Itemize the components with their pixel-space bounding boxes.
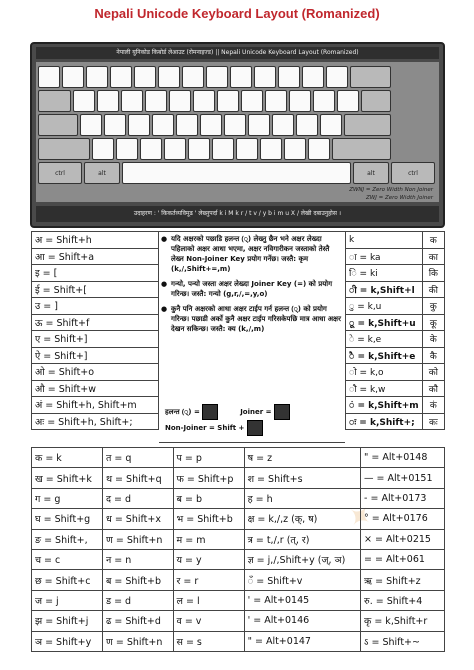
consonant-cell: फ = Shift+p xyxy=(173,468,244,488)
consonant-cell: " = Alt+0148 xyxy=(361,448,445,468)
matra-cell: ो = k,o xyxy=(346,364,423,381)
consonant-cell: ज्ञ = j,/,Shift+y (ज्‌, ञ) xyxy=(244,549,360,569)
vowel-cell: औ = Shift+w xyxy=(32,380,159,397)
table-row xyxy=(346,232,445,249)
alt-right-key: alt xyxy=(353,162,389,184)
key xyxy=(182,66,204,88)
zwj-note: ZWJ = Zero Width Joiner xyxy=(366,195,433,201)
vowel-cell: ओ = Shift+o xyxy=(32,364,159,381)
consonant-cell: ञ = Shift+y xyxy=(32,631,103,651)
key xyxy=(289,90,311,112)
key xyxy=(86,66,108,88)
key xyxy=(284,138,306,160)
matra-cell: कु xyxy=(422,298,444,315)
key xyxy=(313,90,335,112)
key xyxy=(134,66,156,88)
instruction-nonjoiner: ● यदि अक्षरको पछाडि हलन्त (्) लेख्नु छैन भने अक्षर लेख्दा पहिलाको अक्षर आधा भएमा, अक्षर नविगारीकन जस्ताको तेस्तै लेख्न Non-Joiner Key प्रयोग गर्नेछ। जस्तै: कृम (k,/,Shift+=,m) xyxy=(159,232,345,277)
consonant-cell: द = d xyxy=(102,488,173,508)
key xyxy=(152,114,174,136)
consonant-cell: ' = Alt+0145 xyxy=(244,590,360,610)
consonant-table xyxy=(31,447,445,652)
key xyxy=(164,138,186,160)
table-row xyxy=(32,397,159,414)
matra-cell: कै xyxy=(422,347,444,364)
table-row xyxy=(32,448,445,468)
consonant-cell: छ = Shift+c xyxy=(32,570,103,590)
key xyxy=(62,66,84,88)
table-row xyxy=(32,347,159,364)
matra-cell: क xyxy=(422,232,444,249)
key-row-1 xyxy=(38,66,391,88)
key xyxy=(326,66,348,88)
zero-width-legend xyxy=(349,186,433,202)
matra-cell: ा = ka xyxy=(346,248,423,265)
key xyxy=(254,66,276,88)
consonant-cell: ज = j xyxy=(32,590,103,610)
matra-table xyxy=(345,231,445,430)
table-row xyxy=(346,281,445,298)
consonant-cell: = = Alt+061 xyxy=(361,549,445,569)
key-legend xyxy=(165,404,290,436)
table-row xyxy=(32,488,445,508)
vowel-cell: ऐ = Shift+] xyxy=(32,347,159,364)
consonant-cell: प = p xyxy=(173,448,244,468)
key xyxy=(308,138,330,160)
matra-cell: ः = k,Shift+; xyxy=(346,413,423,430)
key xyxy=(302,66,324,88)
table-row xyxy=(32,529,445,549)
table-row xyxy=(32,248,159,265)
ctrl-right-key: ctrl xyxy=(391,162,435,184)
enter-key-lower xyxy=(344,114,391,136)
consonant-cell: घ = Shift+g xyxy=(32,509,103,529)
instruction-joiner: ● गन्यो, पन्यो जस्ता अक्षर लेख्दा Joiner Key (=) को प्रयोग गरिन्छ। जस्तै: गन्यो (g,r,/,=,y,o) xyxy=(159,277,345,302)
table-row xyxy=(346,413,445,430)
table-row xyxy=(32,281,159,298)
alt-left-key: alt xyxy=(84,162,120,184)
consonant-cell: ड = d xyxy=(102,590,173,610)
keyboard-keys xyxy=(36,62,439,202)
consonant-cell: ° = Alt+0176 xyxy=(361,509,445,529)
consonant-cell: य = y xyxy=(173,549,244,569)
table-row xyxy=(32,331,159,348)
matra-cell: ू = k,Shift+u xyxy=(346,314,423,331)
consonant-cell: स = s xyxy=(173,631,244,651)
consonant-cell: ण = Shift+n xyxy=(102,631,173,651)
consonant-cell: ' = Alt+0146 xyxy=(244,611,360,631)
key-row-4 xyxy=(38,138,391,160)
joiner-key-icon xyxy=(274,404,290,420)
key xyxy=(212,138,234,160)
consonant-cell: थ = Shift+q xyxy=(102,468,173,488)
consonant-cell: भ = Shift+b xyxy=(173,509,244,529)
table-row xyxy=(32,298,159,315)
key xyxy=(296,114,318,136)
consonant-cell: ङ = Shift+, xyxy=(32,529,103,549)
table-row xyxy=(346,380,445,397)
vowel-cell: ए = Shift+] xyxy=(32,331,159,348)
vowel-cell: अः = Shift+h, Shift+; xyxy=(32,413,159,430)
consonant-cell: क = k xyxy=(32,448,103,468)
halant-key-icon xyxy=(202,404,218,420)
matra-cell: कि xyxy=(422,265,444,282)
table-row xyxy=(32,380,159,397)
key xyxy=(320,114,342,136)
key xyxy=(73,90,95,112)
table-row xyxy=(32,570,445,590)
matra-cell: ं = k,Shift+m xyxy=(346,397,423,414)
ctrl-left-key: ctrl xyxy=(38,162,82,184)
consonant-cell: र = r xyxy=(173,570,244,590)
key xyxy=(200,114,222,136)
table-row xyxy=(32,468,445,488)
vowel-cell: इ = [ xyxy=(32,265,159,282)
consonant-cell: व = v xyxy=(173,611,244,631)
table-row xyxy=(346,298,445,315)
vowel-cell: उ = ] xyxy=(32,298,159,315)
key-row-5 xyxy=(38,162,435,184)
nonjoiner-key-icon xyxy=(247,420,263,436)
key xyxy=(80,114,102,136)
backspace-key xyxy=(350,66,391,88)
consonant-cell: ढ = Shift+d xyxy=(102,611,173,631)
consonant-cell: क्ष = k,/,z (क्‌, ष) xyxy=(244,509,360,529)
consonant-cell: श = Shift+s xyxy=(244,468,360,488)
key xyxy=(38,66,60,88)
key-row-3 xyxy=(38,114,391,136)
key xyxy=(272,114,294,136)
matra-cell: की xyxy=(422,281,444,298)
watermark: ✦ xyxy=(339,496,383,538)
table-row xyxy=(32,549,445,569)
matra-cell: ौ = k,w xyxy=(346,380,423,397)
key xyxy=(110,66,132,88)
consonant-cell: — = Alt+0151 xyxy=(361,468,445,488)
key xyxy=(278,66,300,88)
keyboard-header: नेपाली युनिकोड किबोर्ड लेआउट (रोमनाइज्ड) || Nepali Unicode Keyboard Layout (Romanized) xyxy=(36,47,439,59)
matra-cell: को xyxy=(422,364,444,381)
key xyxy=(104,114,126,136)
key xyxy=(158,66,180,88)
table-row xyxy=(32,265,159,282)
consonant-cell: ष = z xyxy=(244,448,360,468)
table-row xyxy=(346,397,445,414)
key-row-2 xyxy=(38,90,391,112)
consonant-cell: ब = b xyxy=(173,488,244,508)
halant-label: हलन्त (्) = xyxy=(165,408,200,416)
enter-key xyxy=(361,90,391,112)
key xyxy=(236,138,258,160)
table-row xyxy=(32,590,445,610)
consonant-cell: × = Alt+0215 xyxy=(361,529,445,549)
vowel-cell: ई = Shift+[ xyxy=(32,281,159,298)
key xyxy=(241,90,263,112)
table-row xyxy=(346,314,445,331)
matra-cell: कं xyxy=(422,397,444,414)
matra-cell: ि = ki xyxy=(346,265,423,282)
table-row xyxy=(346,331,445,348)
table-row xyxy=(32,232,159,249)
key xyxy=(337,90,359,112)
shift-left-key xyxy=(38,138,90,160)
instruction-halant: ● कुनै पनि अक्षरको आधा अक्षर टाईप गर्न हलन्त (्) को प्रयोग गरिन्छ। पछाडी अर्को कुनै अक्षर टाईप गरिसकेपछि मात्र आधा अक्षर देखन सकिन्छ। जस्तै: क्य (k,/,m) xyxy=(159,302,345,337)
consonant-cell: त = q xyxy=(102,448,173,468)
table-row xyxy=(346,364,445,381)
key xyxy=(176,114,198,136)
matra-cell: के xyxy=(422,331,444,348)
matra-cell: का xyxy=(422,248,444,265)
table-row xyxy=(346,248,445,265)
shift-right-key xyxy=(332,138,391,160)
joiner-label: Joiner = xyxy=(240,408,272,416)
matra-cell: ु = k,u xyxy=(346,298,423,315)
vowel-cell: आ = Shift+a xyxy=(32,248,159,265)
consonant-cell: ऽ = Shift+~ xyxy=(361,631,445,651)
consonant-cell: ध = Shift+x xyxy=(102,509,173,529)
table-row xyxy=(32,364,159,381)
keyboard-image xyxy=(30,42,445,228)
page-title: Nepali Unicode Keyboard Layout (Romanized) xyxy=(94,6,380,21)
consonant-cell: ण = Shift+n xyxy=(102,529,173,549)
key xyxy=(145,90,167,112)
vowel-cell: ऊ = Shift+f xyxy=(32,314,159,331)
nonjoiner-label: Non-Joiner = Shift + xyxy=(165,424,245,432)
consonant-cell: " = Alt+0147 xyxy=(244,631,360,651)
key xyxy=(265,90,287,112)
consonant-cell: ग = g xyxy=(32,488,103,508)
space-key xyxy=(122,162,351,184)
key xyxy=(248,114,270,136)
matra-cell: कू xyxy=(422,314,444,331)
vowel-cell: अं = Shift+h, Shift+m xyxy=(32,397,159,414)
matra-cell: कः xyxy=(422,413,444,430)
keyboard-example: उदाहरण : ' किकर्तव्यविमूढ ' लेख्नुपर्दा k i M k r / t v / y b i m u X / लेखी दबाउनुहोस । xyxy=(36,206,439,222)
consonant-cell: ल = l xyxy=(173,590,244,610)
matra-cell: ी = k,Shift+l xyxy=(346,281,423,298)
consonant-cell: ब = Shift+b xyxy=(102,570,173,590)
consonant-cell: म = m xyxy=(173,529,244,549)
vowel-table xyxy=(31,231,159,430)
key xyxy=(230,66,252,88)
table-row xyxy=(346,347,445,364)
consonant-cell: च = c xyxy=(32,549,103,569)
table-row xyxy=(32,314,159,331)
key xyxy=(92,138,114,160)
consonant-cell: ऋ = Shift+z xyxy=(361,570,445,590)
consonant-cell: कृ = k,Shift+r xyxy=(361,611,445,631)
matra-cell: k xyxy=(346,232,423,249)
table-row xyxy=(32,611,445,631)
key xyxy=(224,114,246,136)
key xyxy=(193,90,215,112)
key xyxy=(140,138,162,160)
key xyxy=(217,90,239,112)
key xyxy=(116,138,138,160)
key xyxy=(97,90,119,112)
matra-cell: ै = k,Shift+e xyxy=(346,347,423,364)
key xyxy=(188,138,210,160)
matra-cell: कौ xyxy=(422,380,444,397)
consonant-cell: त्र = t,/,r (त्‌, र) xyxy=(244,529,360,549)
matra-cell: े = k,e xyxy=(346,331,423,348)
tab-key xyxy=(38,90,71,112)
caps-key xyxy=(38,114,78,136)
consonant-cell: - = Alt+0173 xyxy=(361,488,445,508)
key xyxy=(260,138,282,160)
table-row xyxy=(32,631,445,651)
consonant-cell: न = n xyxy=(102,549,173,569)
consonant-cell: ख = Shift+k xyxy=(32,468,103,488)
consonant-cell: ँ = Shift+v xyxy=(244,570,360,590)
zwnj-note: ZWNJ = Zero Width Non Joiner xyxy=(349,187,433,193)
key xyxy=(169,90,191,112)
key xyxy=(206,66,228,88)
key xyxy=(128,114,150,136)
consonant-cell: ह = h xyxy=(244,488,360,508)
vowel-cell: अ = Shift+h xyxy=(32,232,159,249)
key xyxy=(121,90,143,112)
table-row xyxy=(346,265,445,282)
table-row xyxy=(32,413,159,430)
consonant-cell: झ = Shift+j xyxy=(32,611,103,631)
table-row xyxy=(32,509,445,529)
consonant-cell: रु. = Shift+4 xyxy=(361,590,445,610)
